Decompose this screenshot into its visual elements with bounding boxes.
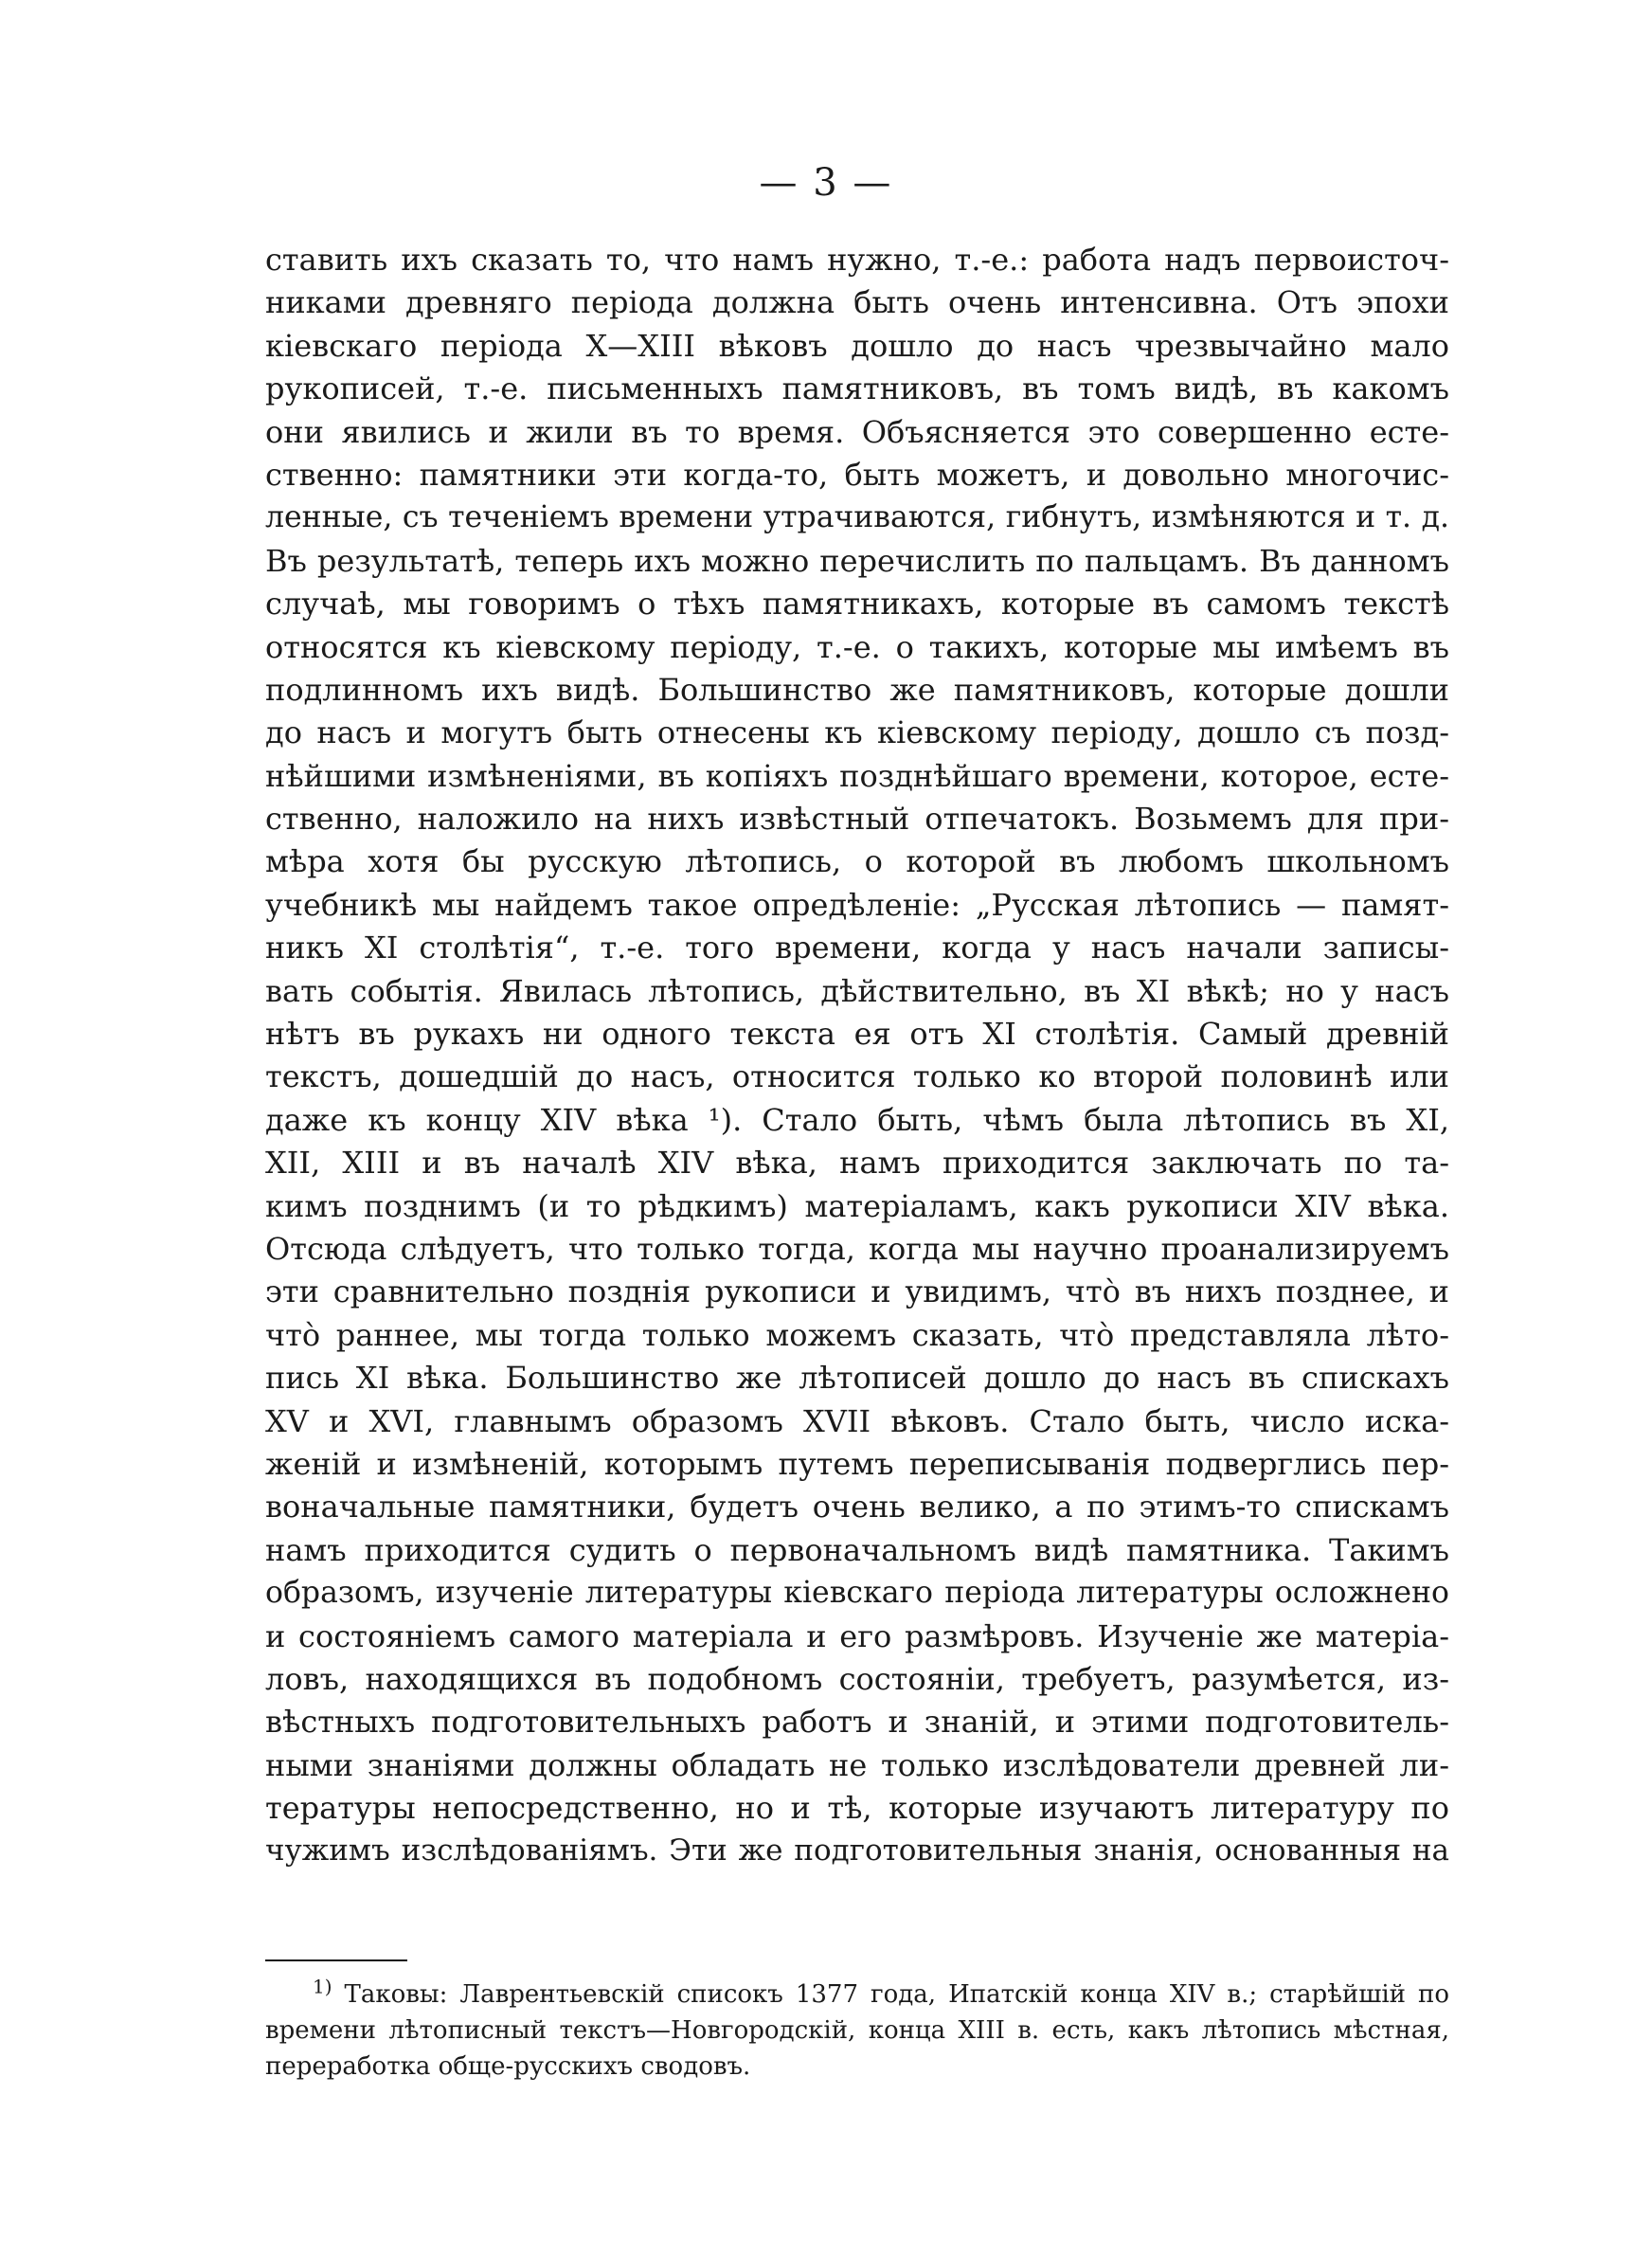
text-line: учебникѣ мы найдемъ такое опредѣленіе: „Русская лѣтопись — памят- bbox=[265, 886, 1449, 923]
text-line: чужимъ изслѣдованіямъ. Эти же подготовительныя знанія, основанныя на bbox=[265, 1833, 1449, 1869]
footnote-marker: 1) bbox=[313, 1977, 332, 1998]
footnote-line: времени лѣтописный текстъ—Новгородскій, конца XIII в. есть, какъ лѣтопись мѣстная, bbox=[265, 2016, 1449, 2045]
text-line: ловъ, находящихся въ подобномъ состояніи, требуетъ, разумѣется, из- bbox=[265, 1660, 1449, 1697]
text-line: ными знаніями должны обладать не только изслѣдователи древней ли- bbox=[265, 1746, 1449, 1783]
footnote-line: переработка обще-русскихъ сводовъ. bbox=[265, 2052, 751, 2081]
page-number: — 3 — bbox=[759, 161, 893, 205]
text-line: до насъ и могутъ быть отнесены къ кіевскому періоду, дошло съ позд- bbox=[265, 714, 1449, 751]
text-line: образомъ, изученіе литературы кіевскаго періода литературы осложнено bbox=[265, 1576, 1449, 1611]
text-line: ленные, съ теченіемъ времени утрачиваются, гибнутъ, измѣняются и т. д. bbox=[265, 500, 1449, 535]
text-line: женій и измѣненій, которымъ путемъ переписыванія подверглись пер- bbox=[265, 1445, 1449, 1482]
text-line: мѣра хотя бы русскую лѣтопись, о которой въ любомъ школьномъ bbox=[265, 843, 1449, 880]
text-line: тературы непосредственно, но и тѣ, которые изучаютъ литературу по bbox=[265, 1790, 1449, 1827]
text-line: вѣстныхъ подготовительныхъ работъ и знаній, и этими подготовитель- bbox=[265, 1704, 1449, 1741]
text-line: воначальные памятники, будетъ очень велико, а по этимъ-то спискамъ bbox=[265, 1489, 1449, 1526]
text-line: нѣйшими измѣненіями, въ копіяхъ позднѣйшаго времени, которое, есте- bbox=[265, 757, 1449, 794]
text-line: XV и XVI, главнымъ образомъ XVII вѣковъ. Стало быть, число иска- bbox=[265, 1402, 1449, 1439]
text-line: эти сравнительно позднія рукописи и увидимъ, что̀ въ нихъ позднее, и bbox=[265, 1273, 1449, 1310]
text-line: кимъ позднимъ (и то рѣдкимъ) матеріаламъ, какъ рукописи XIV вѣка. bbox=[265, 1187, 1449, 1224]
footnote-line bbox=[265, 1977, 1449, 2013]
footnote-divider bbox=[265, 1959, 407, 1961]
text-line: они явились и жили въ то время. Объясняется это совершенно есте- bbox=[265, 413, 1449, 450]
text-line: нѣтъ въ рукахъ ни одного текста ея отъ XI столѣтія. Самый древній bbox=[265, 1016, 1449, 1053]
main-text bbox=[265, 239, 1449, 1873]
text-line: что̀ раннее, мы тогда только можемъ сказать, что̀ представляла лѣто- bbox=[265, 1316, 1449, 1353]
text-line: кіевскаго періода X—XIII вѣковъ дошло до насъ чрезвычайно мало bbox=[265, 327, 1449, 364]
text-line: Въ результатѣ, теперь ихъ можно перечислить по пальцамъ. Въ данномъ bbox=[265, 542, 1449, 579]
text-line: даже къ концу XIV вѣка ¹). Стало быть, чѣмъ была лѣтопись въ XI, bbox=[265, 1101, 1449, 1138]
text-line: пись XI вѣка. Большинство же лѣтописей дошло до насъ въ спискахъ bbox=[265, 1360, 1449, 1397]
footnote-text: Таковы: Лаврентьевскій списокъ 1377 года, Ипатскій конца XIV в.; старѣйшій по bbox=[344, 1980, 1449, 2009]
text-line: намъ приходится судить о первоначальномъ видѣ памятника. Такимъ bbox=[265, 1531, 1449, 1568]
text-line: XII, XIII и въ началѣ XIV вѣка, намъ приходится заключать по та- bbox=[265, 1145, 1449, 1182]
text-line: подлинномъ ихъ видѣ. Большинство же памятниковъ, которые дошли bbox=[265, 671, 1449, 708]
text-line: рукописей, т.-е. письменныхъ памятниковъ, въ томъ видѣ, въ какомъ bbox=[265, 370, 1449, 407]
text-line: Отсюда слѣдуетъ, что только тогда, когда мы научно проанализируемъ bbox=[265, 1230, 1449, 1267]
footnote bbox=[265, 1977, 1449, 2085]
text-line: ставить ихъ сказать то, что намъ нужно, т.-е.: работа надъ первоисточ- bbox=[265, 242, 1449, 278]
text-line: никами древняго періода должна быть очень интенсивна. Отъ эпохи bbox=[265, 284, 1449, 321]
text-line: случаѣ, мы говоримъ о тѣхъ памятникахъ, которые въ самомъ текстѣ bbox=[265, 586, 1449, 623]
text-line: и состояніемъ самого матеріала и его размѣровъ. Изученіе же матеріа- bbox=[265, 1617, 1449, 1654]
text-line: ственно, наложило на нихъ извѣстный отпечатокъ. Возьмемъ для при- bbox=[265, 801, 1449, 838]
text-line: вать событія. Явилась лѣтопись, дѣйствительно, въ XI вѣкѣ; но у насъ bbox=[265, 972, 1449, 1009]
text-line: ственно: памятники эти когда-то, быть можетъ, и довольно многочис- bbox=[265, 456, 1449, 493]
text-line: относятся къ кіевскому періоду, т.-е. о такихъ, которые мы имѣемъ въ bbox=[265, 628, 1449, 665]
text-line: никъ XI столѣтія“, т.-е. того времени, когда у насъ начали записы- bbox=[265, 930, 1449, 966]
text-line: текстъ, дошедшій до насъ, относится только ко второй половинѣ или bbox=[265, 1058, 1449, 1095]
